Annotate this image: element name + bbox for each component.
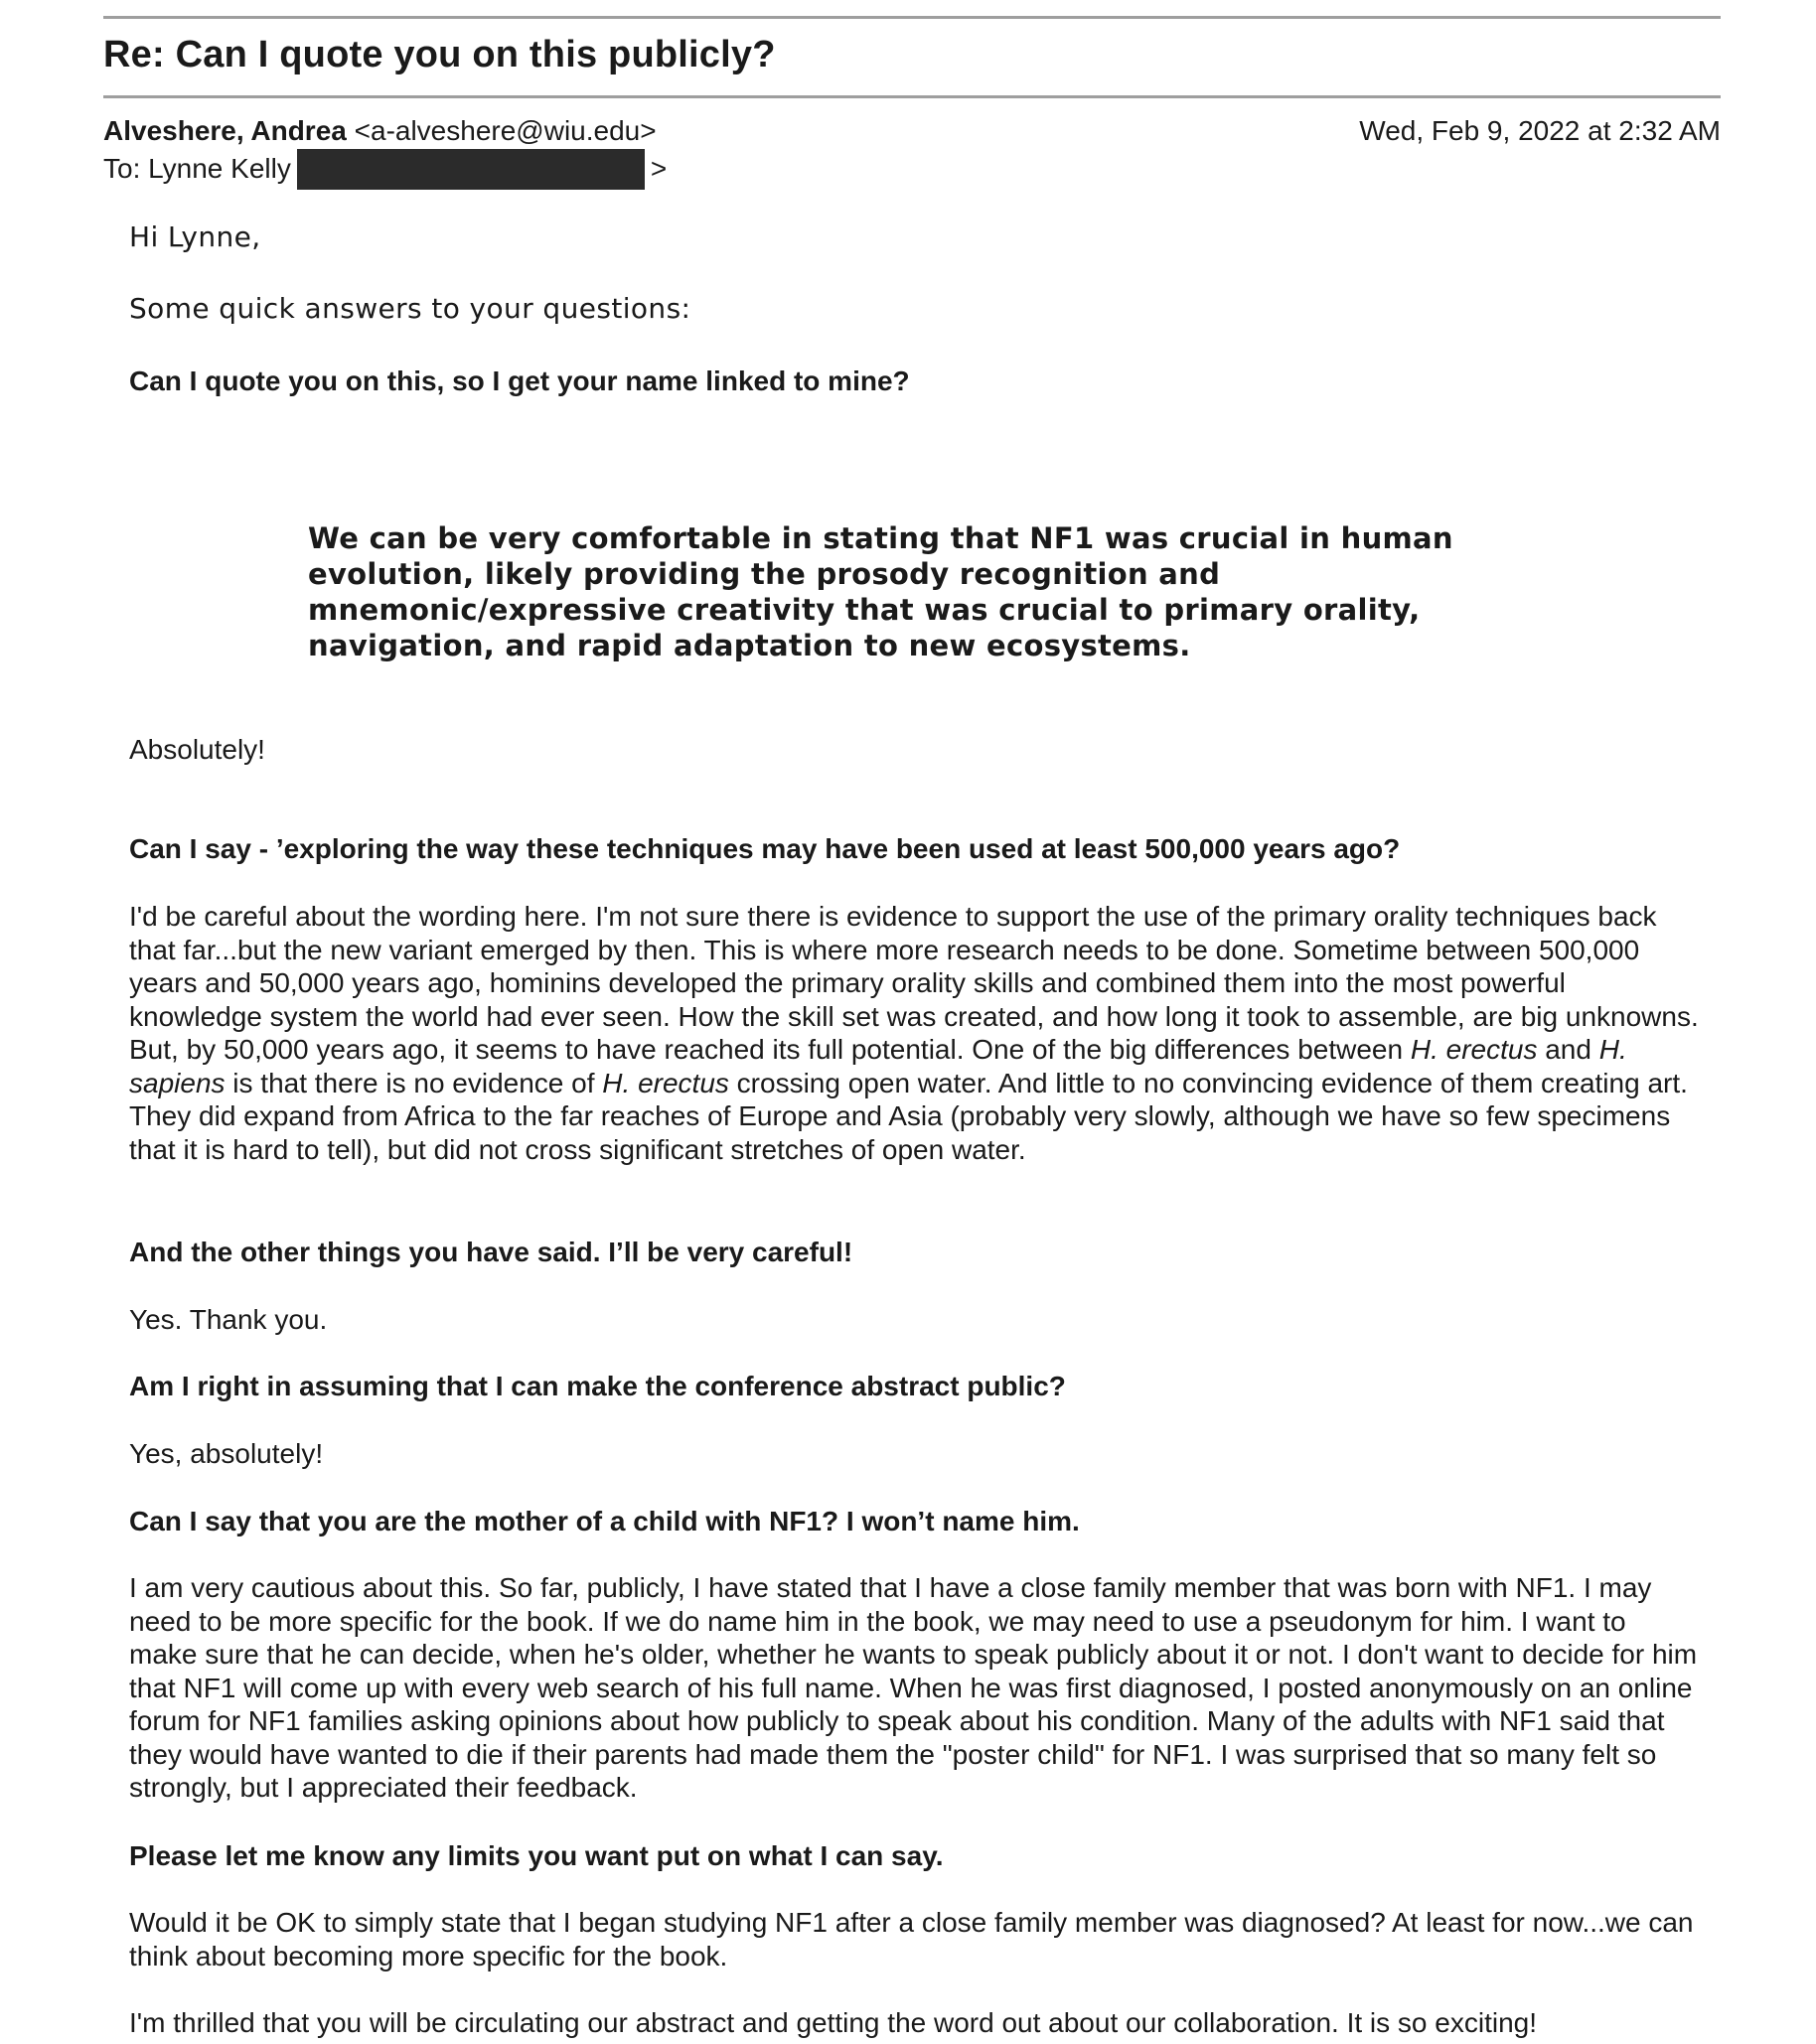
greeting: Hi Lynne, <box>129 220 261 253</box>
recipient-label: To: Lynne Kelly <box>103 153 291 184</box>
sender-line <box>103 115 657 147</box>
answer-2-text-c: is that there is no evidence of <box>225 1067 603 1098</box>
sent-date: Wed, Feb 9, 2022 at 2:32 AM <box>1359 115 1721 146</box>
question-3: And the other things you have said. I’ll be very careful! <box>129 1237 853 1267</box>
email-subject: Re: Can I quote you on this publicly? <box>103 34 776 75</box>
answer-4: Yes, absolutely! <box>129 1438 324 1469</box>
question-4: Am I right in assuming that I can make the conference abstract public? <box>129 1371 1066 1401</box>
answer-1: Absolutely! <box>129 734 265 765</box>
question-6: Please let me know any limits you want put on what I can say. <box>129 1840 944 1871</box>
top-divider <box>103 16 1721 19</box>
question-1: Can I quote you on this, so I get your name linked to mine? <box>129 365 910 396</box>
answer-6: Would it be OK to simply state that I began studying NF1 after a close family member was diagnosed? At least for now...we can think about becoming more specific for the book. <box>129 1907 1694 1971</box>
question-2: Can I say - ’exploring the way these techniques may have been used at least 500,000 years ago? <box>129 833 1401 864</box>
intro-line: Some quick answers to your questions: <box>129 292 691 325</box>
sender-name: Alveshere, Andrea <box>103 115 347 146</box>
answer-2-italic-b: H. sapiens <box>129 1034 1627 1098</box>
redacted-email-block <box>297 149 645 190</box>
answer-5: I am very cautious about this. So far, publicly, I have stated that I have a close family member that was born with NF1. I may need to be more specific for the book. If we do name him in the book, we may need to use a pseudonym for him. I want to make sure that he can decide, when he's older, whether he wants to speak publicly about it or not. I don't want to decide for him that NF1 will come up with every web search of his full name. When he was first diagnosed, I posted anonymously on an online forum for NF1 families asking opinions about how publicly to speak about his condition. Many of the adults with NF1 said that they would have wanted to die if their parents had made them the "poster child" for NF1. I was surprised that so many felt so strongly, but I appreciated their feedback. <box>129 1572 1698 1803</box>
subject-divider <box>103 95 1721 98</box>
answer-2 <box>129 900 1699 1166</box>
answer-2-text-d: crossing open water. And little to no convincing evidence of them creating art. They did expand from Africa to the far reaches of Europe and Asia (probably very slowly, although we have so few specimens that it is hard to tell), but did not cross significant stretches of open water. <box>129 1067 1688 1165</box>
answer-3: Yes. Thank you. <box>129 1304 328 1335</box>
answer-2-italic-a: H. erectus <box>1410 1034 1538 1065</box>
answer-2-text-a: I'd be careful about the wording here. I'm not sure there is evidence to support the use of the primary orality techniques back that far...but the new variant emerged by then. This is where more research needs to be done. Sometime between 500,000 years and 50,000 years ago, hominins developed the primary orality skills and combined them into the most powerful knowledge system the world had ever seen. How the skill set was created, and how long it took to assemble, are big unknowns. But, by 50,000 years ago, it seems to have reached its full potential. One of the big differences between <box>129 901 1699 1065</box>
closing-line: I'm thrilled that you will be circulating our abstract and getting the word out about our collaboration. It is so exciting! <box>129 2007 1537 2038</box>
question-5: Can I say that you are the mother of a child with NF1? I won’t name him. <box>129 1506 1080 1536</box>
sender-email: <a-alveshere@wiu.edu> <box>354 115 657 146</box>
quoted-statement: We can be very comfortable in stating that NF1 was crucial in human evolution, likely providing the prosody recognition and mnemonic/expressive creativity that was crucial to primary orality, navigation, and rapid adaptation to new ecosystems. <box>308 521 1453 662</box>
recipient-end: > <box>650 153 668 184</box>
answer-2-italic-c: H. erectus <box>602 1067 729 1098</box>
recipient-line <box>103 149 667 190</box>
answer-2-text-b: and <box>1537 1034 1599 1065</box>
